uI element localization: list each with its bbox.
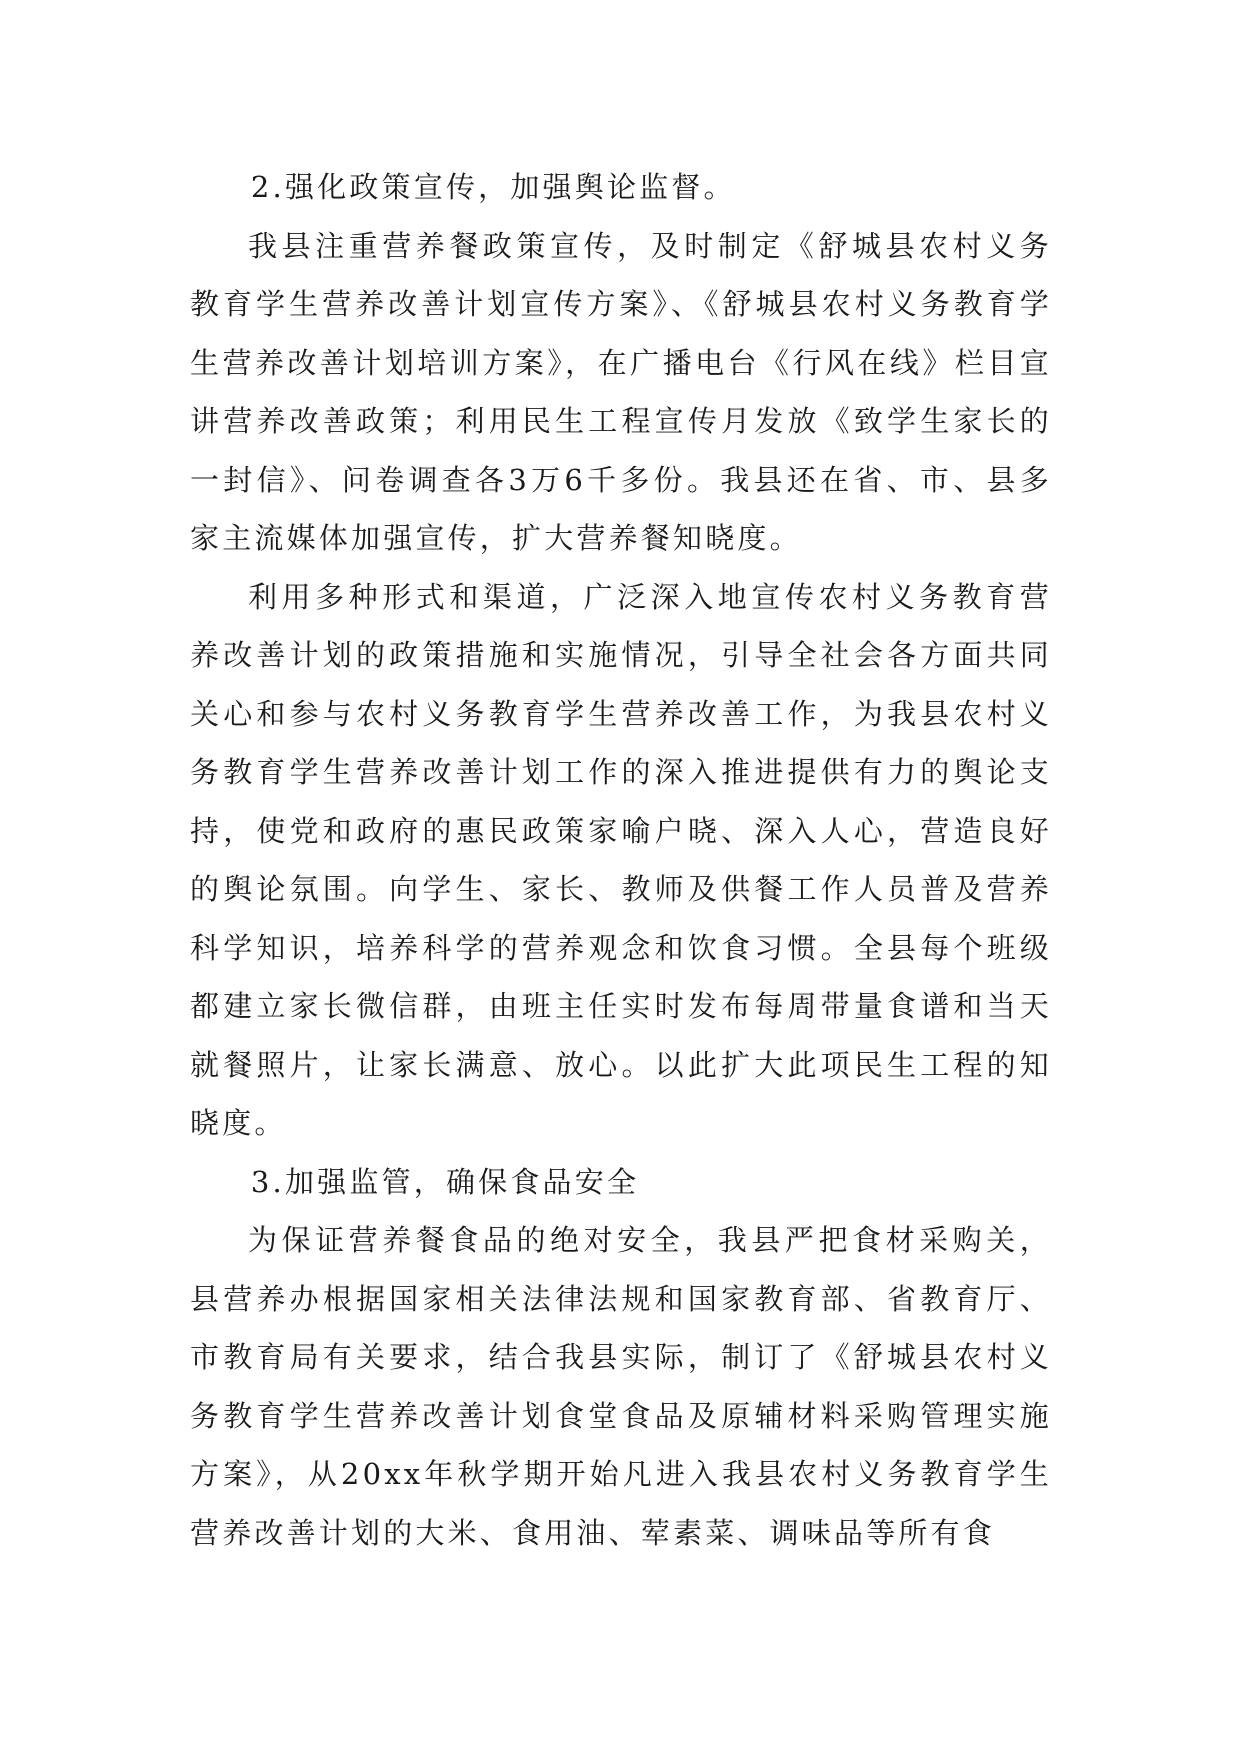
paragraph-food-safety: 为保证营养餐食品的绝对安全，我县严把食材采购关，县营养办根据国家相关法律法规和国家教育部、省教育厅、市教育局有关要求，结合我县实际，制订了《舒城县农村义务教育学生营养改善计划食堂食品及原辅材料采购管理实施方案》，从20xx年秋学期开始凡进入我县农村义务教育学生营养改善计划的大米、食用油、荤素菜、调味品等所有食	[190, 1223, 1052, 1550]
paragraph-policy-publicity: 我县注重营养餐政策宣传，及时制定《舒城县农村义务教育学生营养改善计划宣传方案》、《舒城县农村义务教育学生营养改善计划培训方案》，在广播电台《行风在线》栏目宣讲营养改善政策；利用民生工程宣传月发放《致学生家长的一封信》、问卷调查各3万6千多份。我县还在省、市、县多家主流媒体加强宣传，扩大营养餐知晓度。	[190, 228, 1052, 555]
section-heading-2: 2.强化政策宣传，加强舆论监督。	[250, 170, 736, 204]
paragraph-public-opinion: 利用多种形式和渠道，广泛深入地宣传农村义务教育营养改善计划的政策措施和实施情况，引导全社会各方面共同关心和参与农村义务教育学生营养改善工作，为我县农村义务教育学生营养改善计划工作的深入推进提供有力的舆论支持，使党和政府的惠民政策家喻户晓、深入人心，营造良好的舆论氛围。向学生、家长、教师及供餐工作人员普及营养科学知识，培养科学的营养观念和饮食习惯。全县每个班级都建立家长微信群，由班主任实时发布每周带量食谱和当天就餐照片，让家长满意、放心。以此扩大此项民生工程的知晓度。	[190, 579, 1052, 1140]
section-heading-3: 3.加强监管，确保食品安全	[250, 1164, 640, 1199]
document-body	[190, 158, 1052, 1562]
